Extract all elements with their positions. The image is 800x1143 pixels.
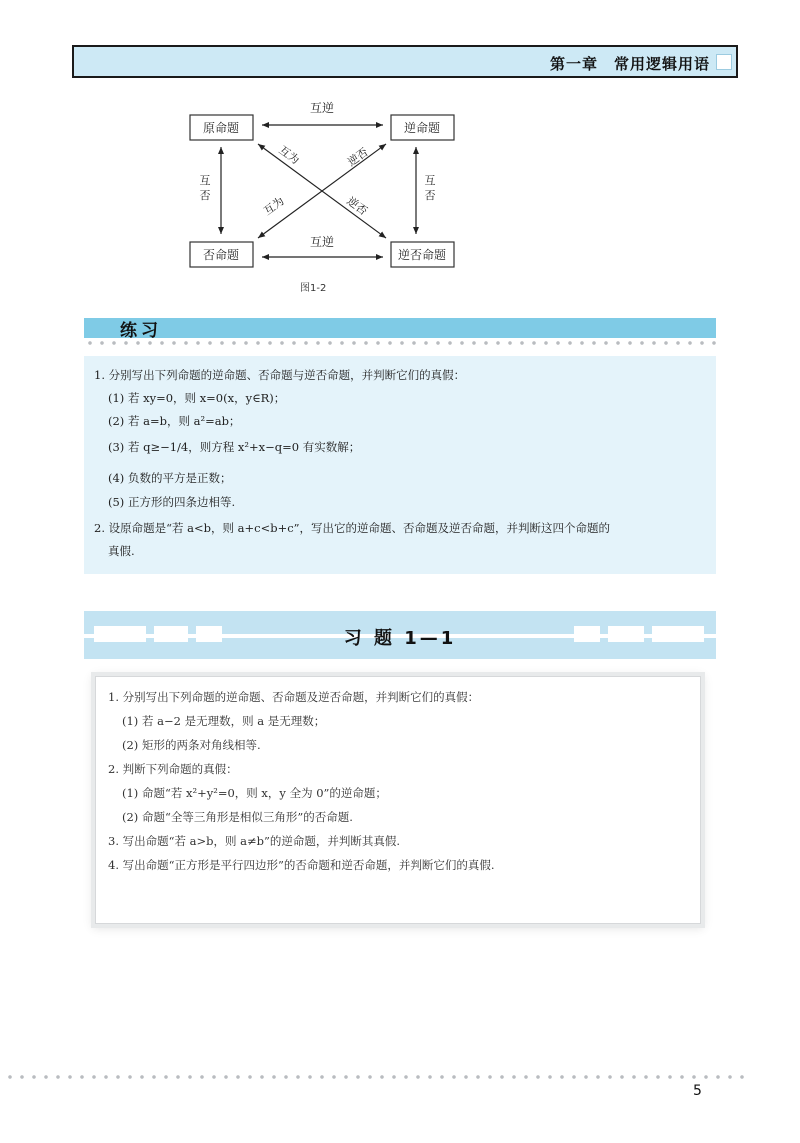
exercise-item-1-sub-1: (1) 若 a−2 是无理数，则 a 是无理数； — [122, 714, 326, 728]
exercise-title: 习 题 1—1 — [343, 628, 457, 649]
propositions-diagram — [0, 0, 800, 300]
label-right-2: 否 — [424, 189, 436, 202]
practice-content-box — [84, 356, 716, 574]
box-inverse-label: 否命题 — [202, 248, 240, 262]
practice-item-1-sub-5: (5) 正方形的四条边相等. — [108, 495, 236, 509]
practice-item-1: 1. 分别写出下列命题的逆命题、否命题与逆否命题，并判断它们的真假： — [94, 368, 466, 382]
exercise-banner — [84, 611, 716, 659]
exercise-item-1: 1. 分别写出下列命题的逆命题、否命题及逆否命题，并判断它们的真假： — [108, 690, 480, 704]
label-bottom: 互逆 — [309, 235, 335, 249]
label-diag-b1: 互为 — [261, 194, 287, 218]
label-right-1: 互 — [424, 174, 436, 187]
footer-dotted-divider — [4, 1075, 744, 1079]
practice-item-2: 2. 设原命题是“若 a<b，则 a+c<b+c”，写出它的逆命题、否命题及逆否命题，并判断这四个命题的 — [94, 521, 611, 535]
exercise-item-1-sub-2: (2) 矩形的两条对角线相等. — [122, 738, 261, 752]
label-diag-b2: 逆否 — [345, 145, 371, 169]
exercise-item-2: 2. 判断下列命题的真假： — [108, 762, 238, 776]
label-top: 互逆 — [309, 101, 335, 115]
practice-item-1-sub-2: (2) 若 a=b，则 a²=ab； — [108, 414, 241, 428]
exercise-item-2-sub-1: (1) 命题“若 x²+y²=0，则 x，y 全为 0”的逆命题； — [122, 786, 387, 800]
label-left-2: 否 — [199, 189, 211, 202]
figure-caption: 图1-2 — [300, 283, 327, 294]
exercise-item-4: 4. 写出命题“正方形是平行四边形”的否命题和逆否命题，并判断它们的真假. — [108, 858, 495, 872]
practice-item-1-sub-1: (1) 若 xy=0，则 x=0(x，y∈R)； — [108, 391, 286, 405]
box-original-label: 原命题 — [202, 121, 240, 135]
practice-item-1-sub-3: (3) 若 q≥−1/4，则方程 x²+x−q=0 有实数解； — [108, 440, 361, 454]
practice-item-1-sub-4: (4) 负数的平方是正数； — [108, 471, 232, 485]
practice-dotted-divider — [84, 341, 716, 345]
practice-item-2-cont: 真假. — [108, 544, 135, 558]
exercise-item-3: 3. 写出命题“若 a>b，则 a≠b”的逆命题，并判断其真假. — [108, 834, 401, 848]
chapter-title: 第一章 常用逻辑用语 — [549, 55, 710, 73]
practice-title: 练习 — [120, 321, 162, 341]
label-diag-a2: 逆否 — [344, 194, 370, 218]
exercise-item-2-sub-2: (2) 命题“全等三角形是相似三角形”的否命题. — [122, 810, 353, 824]
page-number: 5 — [693, 1083, 702, 1099]
exercise-content-box — [95, 676, 701, 924]
box-converse-label: 逆命题 — [403, 121, 441, 135]
practice-header-bar — [84, 318, 716, 341]
label-diag-a1: 互为 — [276, 143, 302, 167]
box-contrapositive-label: 逆否命题 — [397, 248, 447, 262]
label-left-1: 互 — [199, 174, 211, 187]
